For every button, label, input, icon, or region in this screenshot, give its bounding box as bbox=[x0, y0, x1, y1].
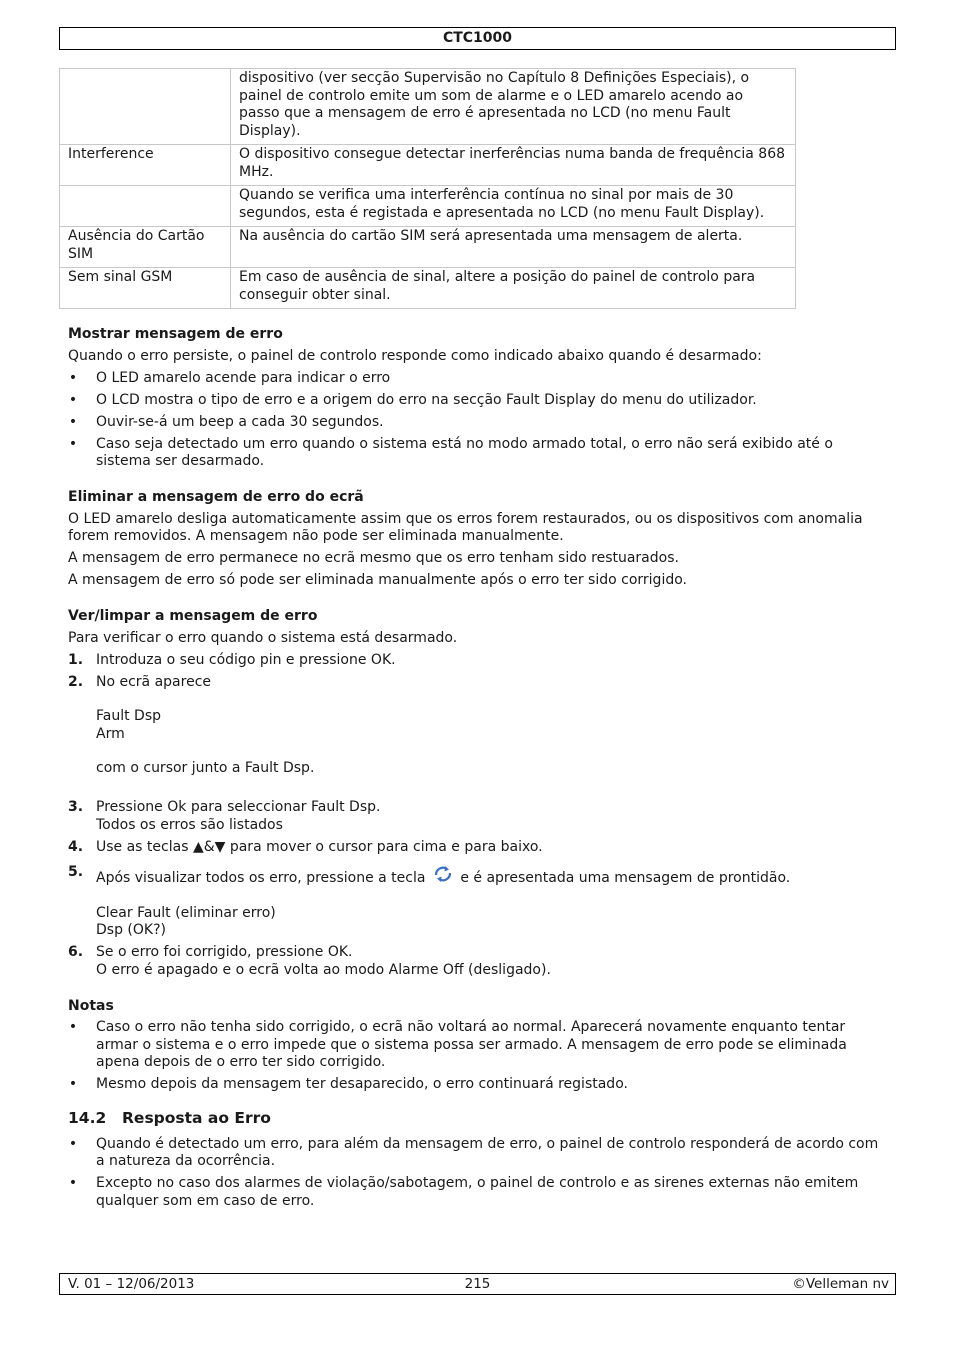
heading-view-clear-error: Ver/limpar a mensagem de erro bbox=[68, 608, 318, 624]
lcd-line: Arm bbox=[96, 725, 125, 742]
section-title: Resposta ao Erro bbox=[122, 1109, 271, 1127]
table-row bbox=[60, 227, 796, 268]
list-item bbox=[68, 799, 890, 834]
list-item bbox=[68, 392, 890, 410]
list-item-text: Caso seja detectado um erro quando o sistema está no modo armado total, o erro não será exibido até o sistema ser desarmado. bbox=[96, 435, 833, 469]
list-item bbox=[68, 436, 890, 471]
table-row bbox=[60, 186, 796, 227]
section-heading-14-2 bbox=[68, 1110, 890, 1128]
section-number: 14.2 bbox=[68, 1109, 107, 1127]
step-number: 5. bbox=[68, 864, 84, 880]
table-cell-label: Sem sinal GSM bbox=[60, 268, 231, 309]
step-number: 2. bbox=[68, 673, 84, 690]
page-footer bbox=[59, 1273, 896, 1295]
table-cell-label bbox=[60, 69, 231, 145]
table-row bbox=[60, 69, 796, 145]
list-item bbox=[68, 674, 890, 795]
step-number: 4. bbox=[68, 838, 84, 855]
list-item bbox=[68, 414, 890, 432]
bullet-icon: • bbox=[68, 435, 78, 452]
table-cell-label: Ausência do Cartão SIM bbox=[60, 227, 231, 268]
step-number: 3. bbox=[68, 799, 84, 815]
step-number: 6. bbox=[68, 944, 84, 960]
step-text: Pressione Ok para seleccionar Fault Dsp. bbox=[96, 799, 381, 815]
paragraph: Para verificar o erro quando o sistema está desarmado. bbox=[68, 629, 458, 646]
refresh-icon bbox=[432, 864, 454, 884]
step-text: Introduza o seu código pin e pressione OK. bbox=[96, 651, 396, 668]
bullet-list bbox=[68, 1136, 890, 1211]
list-item bbox=[68, 1136, 890, 1171]
table-cell-text: O dispositivo consegue detectar inerferências numa banda de frequência 868 MHz. bbox=[231, 145, 796, 186]
list-item-text: Ouvir-se-á um beep a cada 30 segundos. bbox=[96, 413, 384, 430]
list-item bbox=[68, 1175, 890, 1210]
table-row bbox=[60, 268, 796, 309]
bullet-icon: • bbox=[68, 369, 78, 386]
list-item-text: O LED amarelo acende para indicar o erro bbox=[96, 369, 391, 386]
step-text: No ecrã aparece bbox=[96, 673, 212, 690]
heading-show-error: Mostrar mensagem de erro bbox=[68, 326, 283, 342]
list-item bbox=[68, 652, 890, 670]
table-cell-text: Quando se verifica uma interferência contínua no sinal por mais de 30 segundos, esta é registada e apresentada no LCD (no menu Fault Display). bbox=[231, 186, 796, 227]
bullet-icon: • bbox=[68, 1175, 78, 1191]
list-item-text: Quando é detectado um erro, para além da mensagem de erro, o painel de controlo responderá de acordo com a natureza da ocorrência. bbox=[96, 1135, 879, 1169]
main-content bbox=[68, 326, 890, 1215]
step-text: com o cursor junto a Fault Dsp. bbox=[96, 760, 315, 776]
list-item bbox=[68, 864, 890, 940]
heading-notes: Notas bbox=[68, 997, 114, 1014]
bullet-icon: • bbox=[68, 391, 78, 408]
lcd-line: Dsp (OK?) bbox=[96, 922, 166, 938]
list-item-text: Mesmo depois da mensagem ter desaparecido, o erro continuará registado. bbox=[96, 1076, 628, 1092]
table-cell-text: dispositivo (ver secção Supervisão no Capítulo 8 Definições Especiais), o painel de controlo emite um som de alarme e o LED amarelo acendo ao passo que a mensagem de erro é apresentada no LCD (no menu Fault Display). bbox=[231, 69, 796, 145]
numbered-list bbox=[68, 652, 890, 980]
step-text: Após visualizar todos os erro, pressione a tecla bbox=[96, 870, 426, 886]
paragraph: Quando o erro persiste, o painel de controlo responde como indicado abaixo quando é desarmado: bbox=[68, 347, 762, 364]
table-cell-text: Em caso de ausência de sinal, altere a posição do painel de controlo para conseguir obter sinal. bbox=[231, 268, 796, 309]
step-text: O erro é apagado e o ecrã volta ao modo Alarme Off (desligado). bbox=[96, 961, 551, 978]
page-header bbox=[59, 27, 896, 50]
bullet-icon: • bbox=[68, 1076, 78, 1092]
lcd-line: Clear Fault (eliminar erro) bbox=[96, 904, 276, 921]
fault-table bbox=[59, 68, 796, 309]
paragraph: A mensagem de erro só pode ser eliminada manualmente após o erro ter sido corrigido. bbox=[68, 572, 687, 588]
bullet-icon: • bbox=[68, 1019, 78, 1035]
bullet-icon: • bbox=[68, 1135, 78, 1152]
table-row bbox=[60, 145, 796, 186]
list-item bbox=[68, 370, 890, 388]
footer-copyright: ©Velleman nv bbox=[792, 1276, 889, 1292]
bullet-list bbox=[68, 370, 890, 471]
lcd-line: Fault Dsp bbox=[96, 708, 162, 724]
list-item bbox=[68, 1019, 890, 1072]
list-item-text: Excepto no caso dos alarmes de violação/sabotagem, o painel de controlo e as sirenes externas não emitem qualquer som em caso de erro. bbox=[96, 1175, 859, 1209]
list-item-text: O LCD mostra o tipo de erro e a origem do erro na secção Fault Display do menu do utilizador. bbox=[96, 391, 757, 408]
header-title: CTC1000 bbox=[442, 30, 513, 46]
table-cell-label bbox=[60, 186, 231, 227]
list-item bbox=[68, 839, 890, 857]
step-text: Use as teclas ▲&▼ para mover o cursor para cima e para baixo. bbox=[96, 838, 543, 855]
table-cell-label: Interference bbox=[60, 145, 231, 186]
list-item bbox=[68, 1076, 890, 1094]
step-text: Todos os erros são listados bbox=[96, 816, 283, 833]
step-text: Se o erro foi corrigido, pressione OK. bbox=[96, 944, 353, 960]
list-item-text: Caso o erro não tenha sido corrigido, o ecrã não voltará ao normal. Aparecerá novamente enquanto tentar armar o sistema e o erro impede que o sistema possa ser armado. A mensagem de erro pode se eliminada apena depois de o erro ter sido corrigido. bbox=[96, 1019, 847, 1070]
list-item bbox=[68, 944, 890, 979]
step-number: 1. bbox=[68, 651, 84, 668]
footer-version: V. 01 – 12/06/2013 bbox=[68, 1276, 195, 1292]
footer-page-number: 215 bbox=[464, 1276, 491, 1292]
paragraph: A mensagem de erro permanece no ecrã mesmo que os erro tenham sido restuarados. bbox=[68, 550, 679, 566]
paragraph: O LED amarelo desliga automaticamente assim que os erros forem restaurados, ou os dispositivos com anomalia forem removidos. A mensagem não pode ser eliminada manualmente. bbox=[68, 510, 863, 544]
step-text: e é apresentada uma mensagem de prontidão. bbox=[460, 870, 791, 886]
bullet-list bbox=[68, 1019, 890, 1094]
bullet-icon: • bbox=[68, 413, 78, 430]
table-cell-text: Na ausência do cartão SIM será apresentada uma mensagem de alerta. bbox=[231, 227, 796, 268]
heading-clear-error: Eliminar a mensagem de erro do ecrã bbox=[68, 489, 364, 505]
